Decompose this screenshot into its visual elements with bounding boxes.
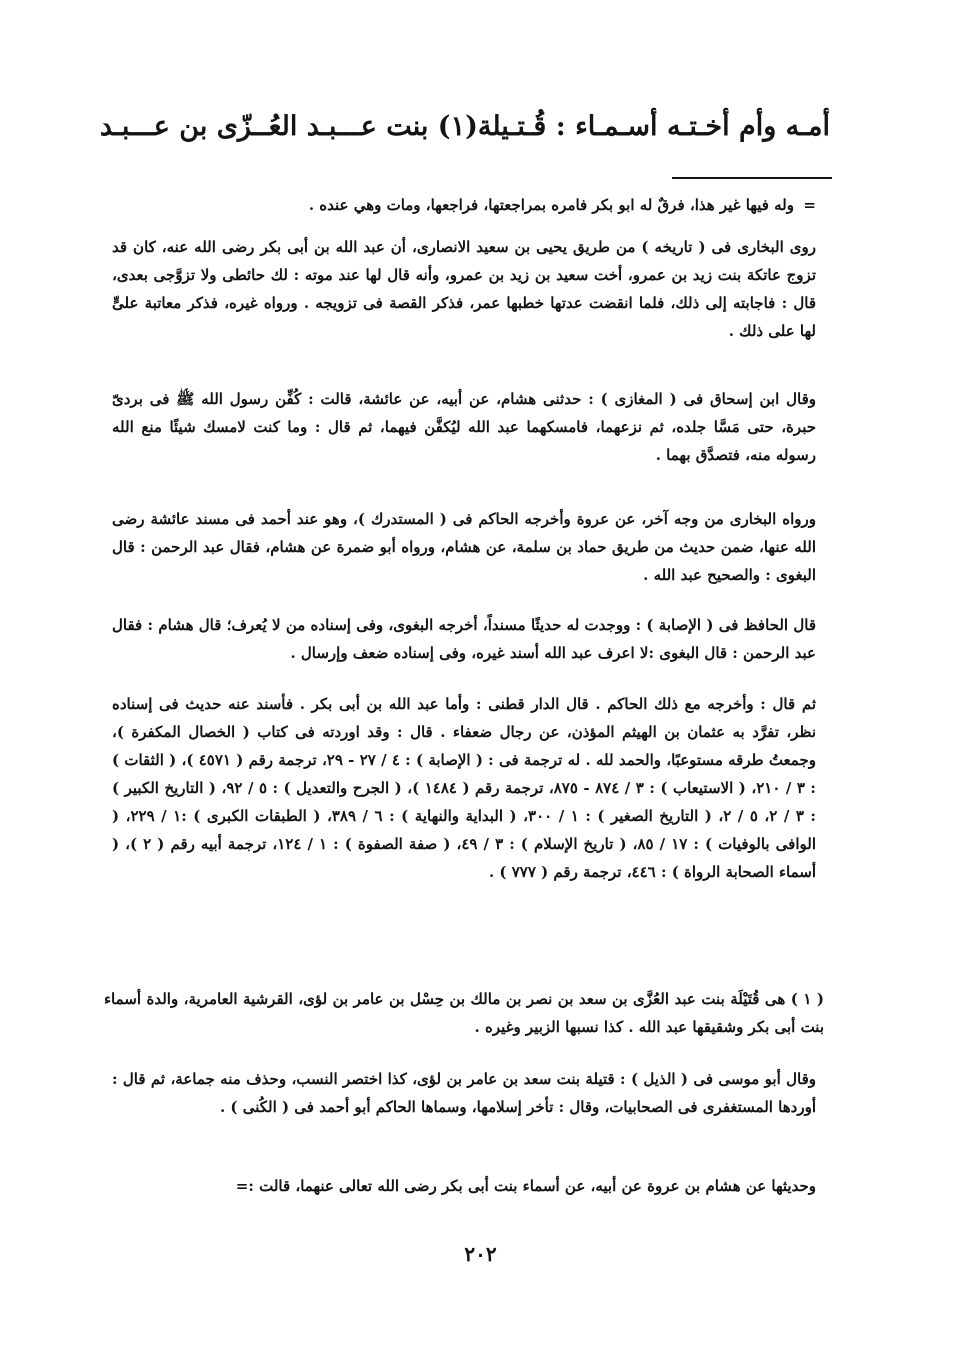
note-paragraph-isaba — [112, 611, 816, 667]
paragraph-text: قال الحافظ فى ( الإصابة ) : ووجدت له حديثًا مسنداً، أخرجه البغوى، وفى إسناده من لا يُعرف؛ قال هشام : فقال عبد الرحمن : قال البغوى :لا اعرف عبد الله أسند غيره، وفى إسناده ضعف وإرسال . — [112, 616, 816, 662]
paragraph-text: وقال أبو موسى فى ( الذيل ) : قتيلة بنت سعد بن عامر بن لؤى، كذا اختصر النسب، وحذف منه جماعة، ثم قال : أوردها المستغفرى فى الصحابيات، وقال : تأخر إسلامها، وسماها الحاكم أبو أحمد فى ( الكُنى ) . — [112, 1070, 816, 1116]
note-paragraph-bukhari — [112, 233, 816, 345]
paragraph-text: ورواه البخارى من وجه آخر، عن عروة وأخرجه الحاكم فى ( المستدرك )، وهو عند أحمد فى مسند عائشة رضى الله عنها، ضمن حديث من طريق حماد بن سلمة، عن هشام، ورواه أبو ضمرة عن هشام، فقال عبد الرحمن : قال البغوى : والصحيح عبد الله . — [112, 510, 816, 584]
paragraph-text: ثم قال : وأخرجه مع ذلك الحاكم . قال الدار قطنى : وأما عبد الله بن أبى بكر . فأسند عنه حديث فى إسناده نظر، تفرَّد به عثمان بن الهيثم المؤذن، عن رجال ضعفاء . قال : وقد اوردته فى كتاب ( الخصال المكفرة )، وجمعتُ طرقه مستوعبًا، والحمد لله . له ترجمة فى : ( الإصابة ) : ٤ / ٢٧ - ٢٩، ترجمة رقم ( ٤٥٧١ )، ( الثقات ) : ٣ / ٢١٠، ( الاستيعاب ) : ٣ / ٨٧٤ - ٨٧٥، ترجمة رقم ( ١٤٨٤ )، ( الجرح والتعديل ) : ٥ / ٩٢، ( التاريخ الكبير ) : ٣ / ٢، ٥ / ٢، ( التاريخ الصغير ) : ١ / ٣٠٠، ( البداية والنهاية ) : ٦ / ٣٨٩، ( الطبقات الكبرى ) :١ / ٢٢٩، ( الوافى بالوفيات ) : ١٧ / ٨٥، ( تاريخ الإسلام ) : ٣ / ٤٩، ( صفة الصفوة ) : ١ / ١٢٤، ترجمة أبيه رقم ( ٢ )، ( أسماء الصحابة الرواة ) : ٤٤٦، ترجمة رقم ( ٧٧٧ ) . — [112, 695, 816, 881]
paragraph-text: روى البخارى فى ( تاريخه ) من طريق يحيى بن سعيد الانصارى، أن عبد الله بن أبى بكر رضى الله عنه، كان قد تزوج عاتكة بنت زيد بن عمرو، أخت سعيد بن زيد بن عمرو، وأنه قال لها عند موته : لك حائطى ولا تزوَّجى بعدى، قال : فاجابته إلى ذلك، فلما انقضت عدتها خطبها عمر، فذكر القصة فى تزويجه . ورواه غيره، فذكر معاتبة علىٍّ لها على ذلك . — [112, 238, 816, 340]
page-number: ٢٠٢ — [464, 1242, 497, 1266]
footnote-paragraph-abu-musa — [112, 1065, 816, 1121]
continuation-text: وله فيها غير هذا، فرقٌ له ابو بكر فامره بمراجعتها، فراجعها، ومات وهي عنده . — [308, 196, 794, 214]
footnote-text: هى قُتَيْلَة بنت عبد العُزَّى بن سعد بن نصر بن مالك بن حِسْل بن عامر بن لؤى، القرشية العامرية، والدة أسماء بنت أبى بكر وشقيقها عبد الله . كذا نسبها الزبير وغيره . — [104, 990, 824, 1036]
paragraph-text: وقال ابن إسحاق فى ( المغازى ) : حدثنى هشام، عن أبيه، عن عائشة، قالت : كُفِّن رسول الله ﷺ فى بردىّ حبرة، حتى مَسَّا جلده، ثم نزعهما، فامسكهما عبد الله ليُكفَّن فيهما، ثم قال : وما كنت لامسك شيئًا منع الله رسوله منه، فتصدَّق بهما . — [112, 390, 816, 464]
footnote-paragraph-hadith — [112, 1172, 816, 1200]
paragraph-text: وحديثها عن هشام بن عروة عن أبيه، عن أسماء بنت أبى بكر رضى الله تعالى عنهما، قالت := — [235, 1177, 816, 1195]
note-paragraph-references — [112, 690, 816, 886]
footnote-1 — [104, 985, 824, 1041]
footnote-marker: ( ١ ) — [790, 990, 824, 1008]
continuation-note — [112, 191, 816, 219]
note-paragraph-mustadrak — [112, 505, 816, 589]
footnote-separator — [672, 177, 832, 179]
page-heading: أمـه وأم أخـتـه أسـمـاء : قُـتـيلة(١) بنت عـــبـد العُــزّى بن عـــبـد — [99, 111, 830, 142]
note-paragraph-ibn-ishaq — [112, 385, 816, 469]
continuation-mark: = — [803, 196, 816, 214]
